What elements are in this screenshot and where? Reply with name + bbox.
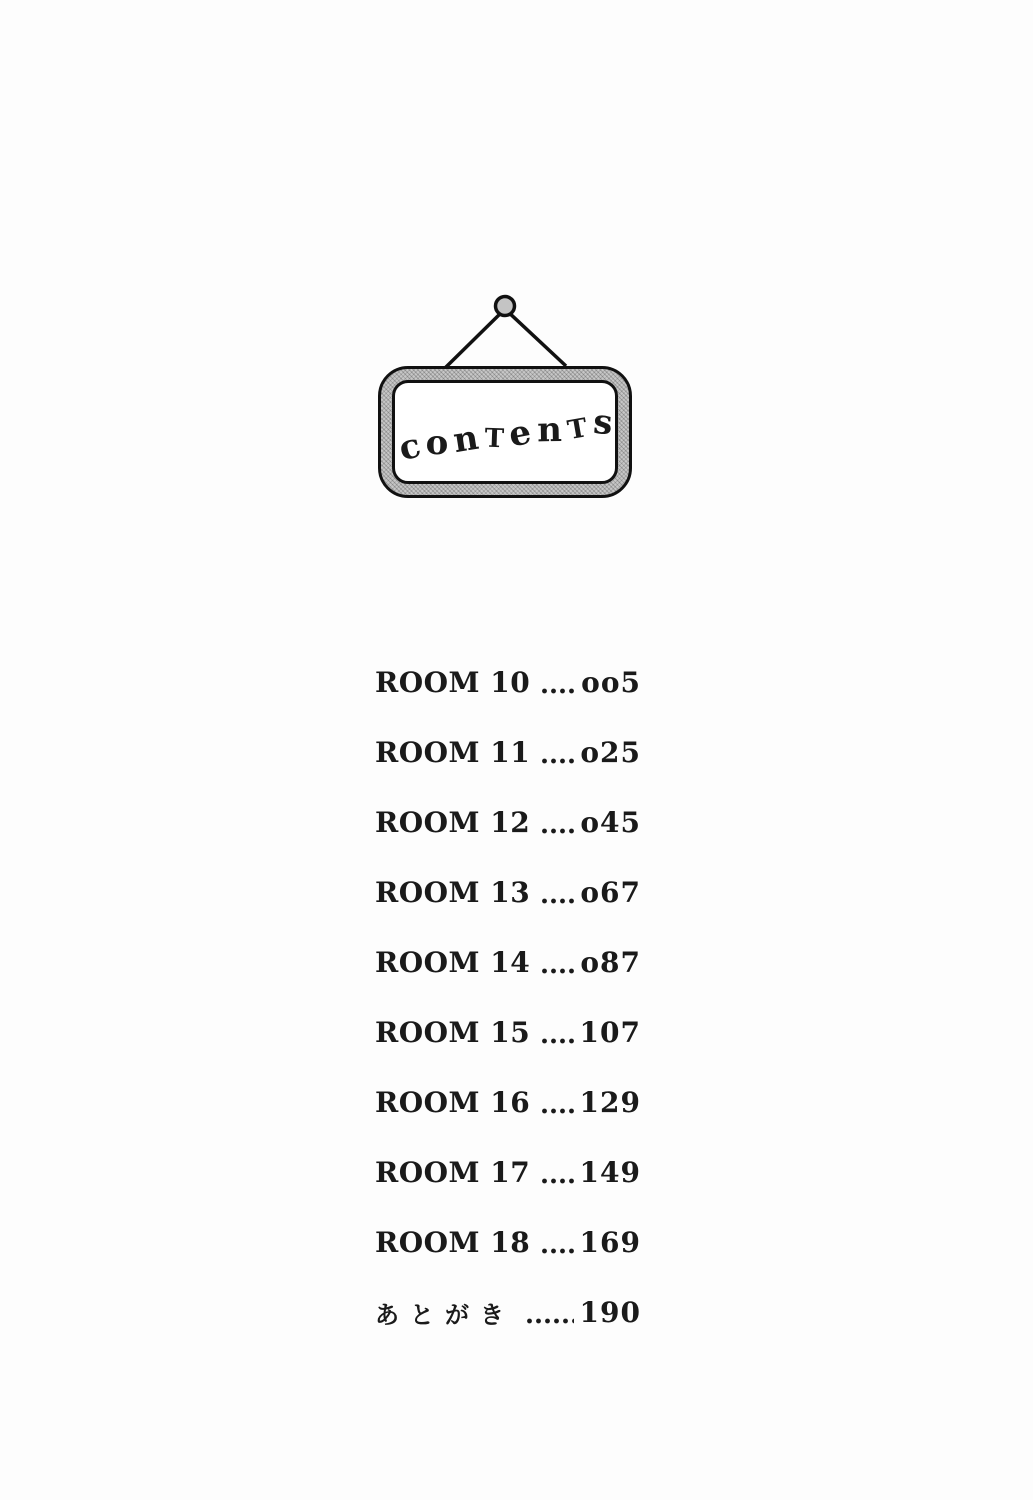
dot-leader: [540, 758, 574, 764]
sign-letter: c: [394, 425, 425, 470]
toc-label: ROOM 18: [375, 1226, 531, 1259]
toc-label: あとがき: [375, 1301, 515, 1329]
toc-page-number: o87: [580, 946, 641, 979]
sign-letter: n: [536, 409, 563, 451]
toc-page-number: oo5: [581, 666, 641, 699]
toc-row-room-16: [375, 1065, 641, 1135]
dot-leader: [540, 688, 575, 694]
nail-icon: [496, 297, 515, 316]
toc-row-afterword: [375, 1275, 641, 1345]
toc-page-number: o25: [580, 736, 641, 769]
dot-leader: [540, 1248, 573, 1254]
dot-leader: [540, 968, 574, 974]
dot-leader: [540, 1178, 573, 1184]
sign-title: [394, 401, 616, 470]
sign-letter: s: [591, 401, 614, 444]
dot-leader: [540, 898, 574, 904]
toc-label: ROOM 11: [375, 736, 531, 769]
toc-label: ROOM 15: [375, 1016, 531, 1049]
toc-label: ROOM 13: [375, 876, 531, 909]
toc-page-number: 107: [579, 1016, 641, 1049]
sign-letter: e: [505, 411, 535, 456]
toc-row-room-15: [375, 995, 641, 1065]
toc-row-room-12: [375, 785, 641, 855]
toc-page-number: 129: [579, 1086, 641, 1119]
toc-row-room-13: [375, 855, 641, 925]
toc-list: [375, 645, 641, 1345]
toc-page-number: o67: [580, 876, 641, 909]
sign-letter: T: [565, 413, 590, 447]
toc-label: ROOM 10: [375, 666, 531, 699]
dot-leader: [540, 1108, 573, 1114]
toc-page-number: 190: [579, 1296, 641, 1329]
contents-sign: [378, 366, 632, 498]
sign-letter: o: [425, 423, 448, 464]
toc-label: ROOM 12: [375, 806, 531, 839]
toc-row-room-14: [375, 925, 641, 995]
toc-label: ROOM 17: [375, 1156, 531, 1189]
sign-inner-panel: [392, 380, 618, 484]
toc-label: ROOM 14: [375, 946, 531, 979]
toc-row-room-18: [375, 1205, 641, 1275]
toc-page-number: 169: [579, 1226, 641, 1259]
toc-row-room-11: [375, 715, 641, 785]
hanger-string-right: [505, 309, 566, 366]
toc-page-number: o45: [580, 806, 641, 839]
toc-row-room-10: [375, 645, 641, 715]
sign-hanger-graphic: [378, 293, 632, 371]
sign-letter: n: [450, 417, 482, 462]
sign-letter: T: [484, 423, 505, 455]
dot-leader: [540, 1038, 573, 1044]
toc-label: ROOM 16: [375, 1086, 531, 1119]
dot-leader: [525, 1318, 574, 1324]
toc-page-number: 149: [579, 1156, 641, 1189]
toc-row-room-17: [375, 1135, 641, 1205]
dot-leader: [540, 828, 574, 834]
hanger-string-left: [445, 309, 505, 368]
